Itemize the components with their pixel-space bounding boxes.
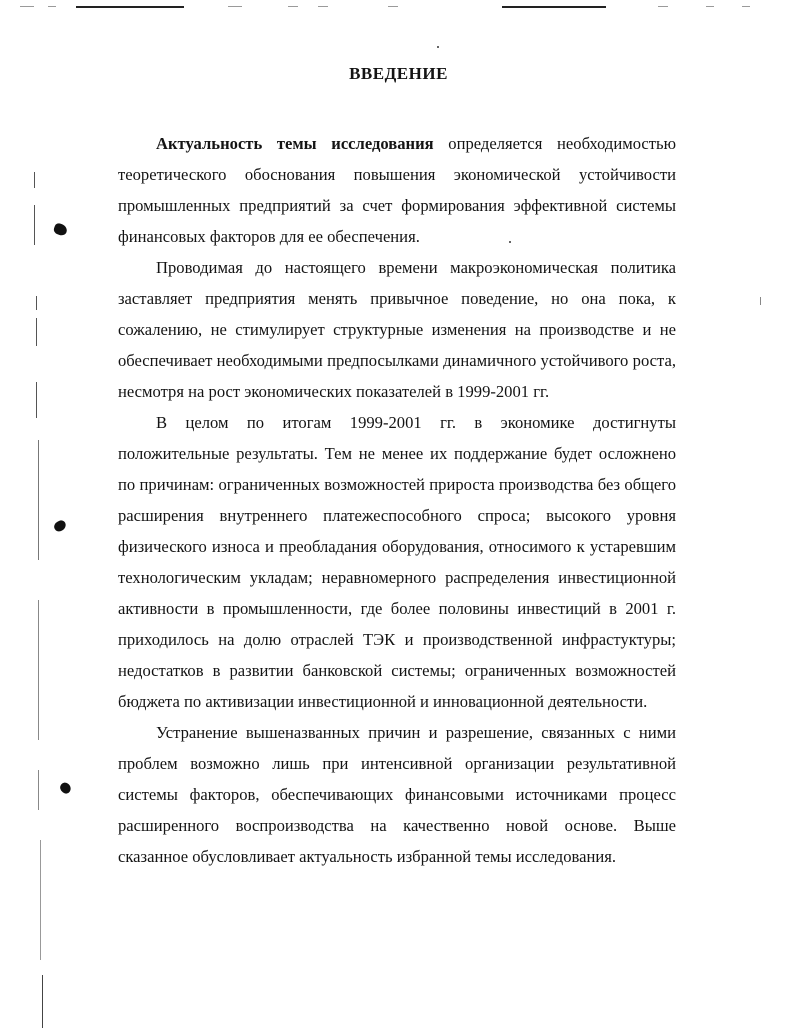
paragraph-conclusion: [118, 717, 676, 872]
scan-top-artifacts: [0, 0, 797, 14]
paragraph-text: В целом по итогам 1999-2001 гг. в экономике достигнуты положительные результаты. Тем не менее их поддержание будет осложнено по причинам: ограниченных возможностей прироста производства без общего расширения внутреннего платежеспособного спроса; высокого уровня физического износа и преобладания оборудования, относимого к устаревшим технологическим укладам; неравномерного распределения инвестиционной активности в промышленности, где более половины инвестиций в 2001 г. приходилось на долю отраслей ТЭК и производственной инфрастуктуры; недостатков в развитии банковской системы; ограниченных возможностей бюджета по активизации инвестиционной и инновационной деятельности.: [118, 413, 676, 711]
scan-dot: [437, 46, 439, 48]
paragraph-text: Проводимая до настоящего времени макроэкономическая политика заставляет предприятия менять привычное поведение, но она пока, к сожалению, не стимулирует структурные изменения на производстве и не обеспечивает необходимыми предпосылками динамичного устойчивого роста, несмотря на рост экономических показателей в 1999-2001 гг.: [118, 258, 676, 401]
body-text: [118, 128, 676, 872]
paragraph-results: [118, 407, 676, 717]
scan-left-margin-artifacts: [0, 0, 70, 1028]
page-title: ВВЕДЕНИЕ: [349, 64, 448, 83]
paragraph-text: Устранение вышеназванных причин и разрешение, связанных с ними проблем возможно лишь при интенсивной организации результативной системы факторов, обеспечивающих финансовыми источниками процесс расширенного воспроизводства на качественно новой основе. Выше сказанное обусловливает актуальность избранной темы исследования.: [118, 723, 676, 866]
scan-dot: [760, 297, 761, 305]
paragraph-text: определяется необходимостью теоретического обоснования повышения экономической устойчивости промышленных предприятий за счет формирования эффективной системы финансовых факторов для ее обеспечения.: [118, 134, 676, 246]
paragraph-lead: Актуальность темы исследования: [156, 134, 434, 153]
paragraph-relevance: [118, 128, 676, 252]
paragraph-policy: [118, 252, 676, 407]
